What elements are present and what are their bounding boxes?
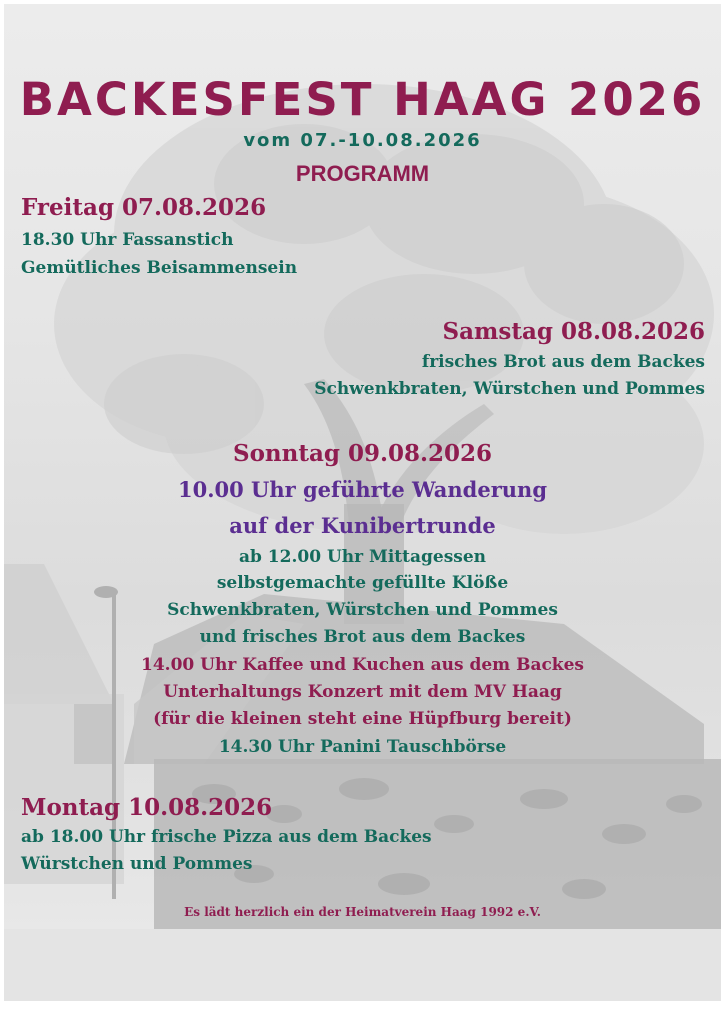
sunday-line: 14.30 Uhr Panini Tauschbörse — [218, 737, 507, 757]
sunday-line: Schwenkbraten, Würstchen und Pommes — [167, 600, 558, 620]
saturday-heading: Samstag 08.08.2026 — [442, 318, 705, 345]
sunday-line: und frisches Brot aus dem Backes — [199, 627, 526, 647]
sunday-line: Unterhaltungs Konzert mit dem MV Haag — [163, 682, 562, 702]
sunday-highlight: 10.00 Uhr geführte Wanderung — [177, 477, 548, 502]
friday-heading: Freitag 07.08.2026 — [21, 194, 267, 221]
sunday-line: ab 12.00 Uhr Mittagessen — [238, 547, 487, 567]
saturday-line: frisches Brot aus dem Backes — [421, 352, 705, 372]
page-title: BACKESFEST HAAG 2026 — [19, 73, 706, 126]
friday-line: 18.30 Uhr Fassanstich — [21, 230, 234, 250]
program-text — [4, 4, 721, 1001]
sunday-highlight: auf der Kunibertrunde — [229, 513, 496, 538]
monday-heading: Montag 10.08.2026 — [21, 794, 273, 821]
saturday-line: Schwenkbraten, Würstchen und Pommes — [314, 379, 705, 399]
friday-line: Gemütliches Beisammensein — [21, 258, 298, 278]
poster — [4, 4, 721, 1001]
sunday-line: selbstgemachte gefüllte Klöße — [216, 573, 509, 593]
date-range: vom 07.-10.08.2026 — [243, 130, 482, 151]
monday-line: Würstchen und Pommes — [21, 854, 253, 874]
footer-invitation: Es lädt herzlich ein der Heimatverein Haag 1992 e.V. — [184, 905, 541, 919]
sunday-heading: Sonntag 09.08.2026 — [232, 440, 493, 467]
sunday-line: 14.00 Uhr Kaffee und Kuchen aus dem Backes — [141, 655, 584, 675]
program-label: PROGRAMM — [295, 161, 430, 186]
sunday-line: (für die kleinen steht eine Hüpfburg bereit) — [153, 709, 572, 729]
monday-line: ab 18.00 Uhr frische Pizza aus dem Backes — [21, 827, 432, 847]
